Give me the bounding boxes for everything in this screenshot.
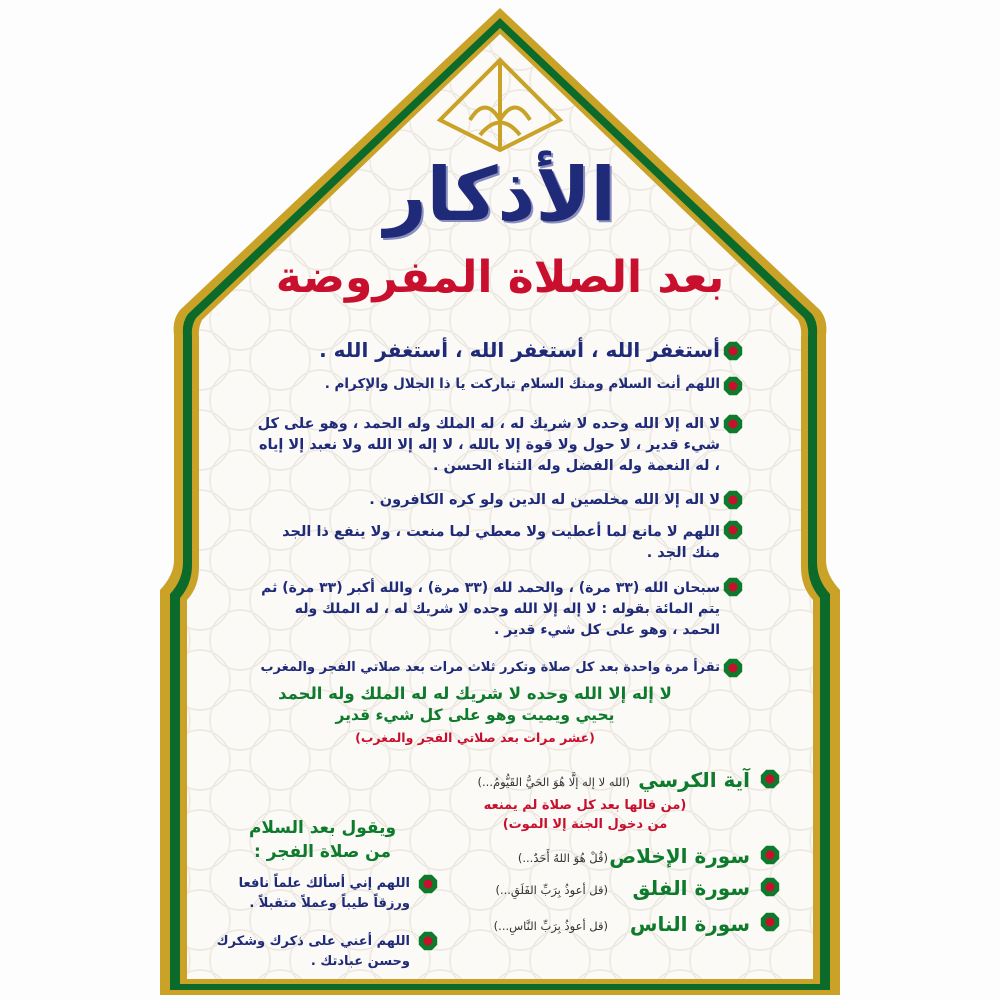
item-la-mani: اللهم لا مانع لما أعطيت ولا معطي لما منعت ، ولا ينفع ذا الجد منك الجد .	[282, 524, 720, 561]
ayat-kursi-note1: (من قالها بعد كل صلاة لم يمنعه	[483, 798, 687, 813]
tahlil-ten-line1: لا إله إلا الله وحده لا شريك له له الملك وله الحمد	[278, 684, 672, 703]
fajr-heading1: ويقول بعد السلام	[248, 818, 397, 838]
surah-ikhlas-text: (قُلْ هُوَ اللهُ أَحَدٌ...)	[517, 851, 608, 865]
surah-nas: سورة الناس	[629, 912, 750, 936]
item-mukhlisin: لا اله إلا الله مخلصين له الدين ولو كره الكافرون .	[369, 492, 720, 508]
ayat-kursi-title: آية الكرسي	[638, 768, 750, 792]
item-salam: اللهم أنت السلام ومنك السلام تباركت يا ذا الجلال والإكرام .	[324, 376, 720, 392]
fajr-item-1: اللهم إني أسألك علماً نافعا ورزقاً طيباً وعملاً متقبلاً .	[238, 876, 410, 911]
fajr-item-2: اللهم أعني على ذكرك وشكرك وحسن عبادتك .	[216, 934, 410, 969]
page-title: الأذكار	[384, 152, 616, 238]
item-tasbih: سبحان الله (٣٣ مرة) ، والحمد لله (٣٣ مرة) ، والله أكبر (٣٣ مرة) ثم يتم المائة بقوله : لا إله إلا الله وحده لا شريك له ، له الملك وله الحمد ، وهو على كل شيء قدير .	[261, 580, 720, 638]
fajr-heading2: من صلاة الفجر :	[253, 842, 392, 862]
surah-nas-text: (قل أعوذُ بِرَبِّ النَّاسِ...)	[493, 919, 608, 933]
istighfar-line: أستغفر الله ، أستغفر الله ، أستغفر الله .	[319, 338, 720, 362]
surah-falaq-text: (قل أعوذُ بِرَبِّ الفَلَقِ...)	[495, 883, 608, 897]
ayat-kursi-text: (الله لا إله إلَّا هُوَ الحَيُّ القَيُّومُ...)	[477, 775, 630, 789]
ayat-kursi-note2: من دخول الجنة إلا الموت)	[502, 817, 668, 832]
surah-ikhlas: سورة الإخلاص	[609, 844, 750, 868]
tahlil-ten-line2: يحيي ويميت وهو على كل شيء قدير	[335, 706, 615, 724]
surah-falaq: سورة الفلق	[632, 876, 750, 900]
tahlil-ten-note: (عشر مرات بعد صلاتي الفجر والمغرب)	[355, 730, 595, 745]
item-once-note: تقرأ مرة واحدة بعد كل صلاة وتكرر ثلاث مرات بعد صلاتي الفجر والمغرب	[260, 660, 720, 675]
page-subtitle: بعد الصلاة المفروضة	[275, 252, 725, 303]
item-tahlil: لا اله إلا الله وحده لا شريك له ، له الملك وله الحمد ، وهو على كل شيء قدير ، لا حول ولا قوة إلا بالله ، لا إله إلا الله ولا نعبد إلا إياه ، له النعمة وله الفضل وله الثناء الحسن .	[257, 416, 720, 474]
